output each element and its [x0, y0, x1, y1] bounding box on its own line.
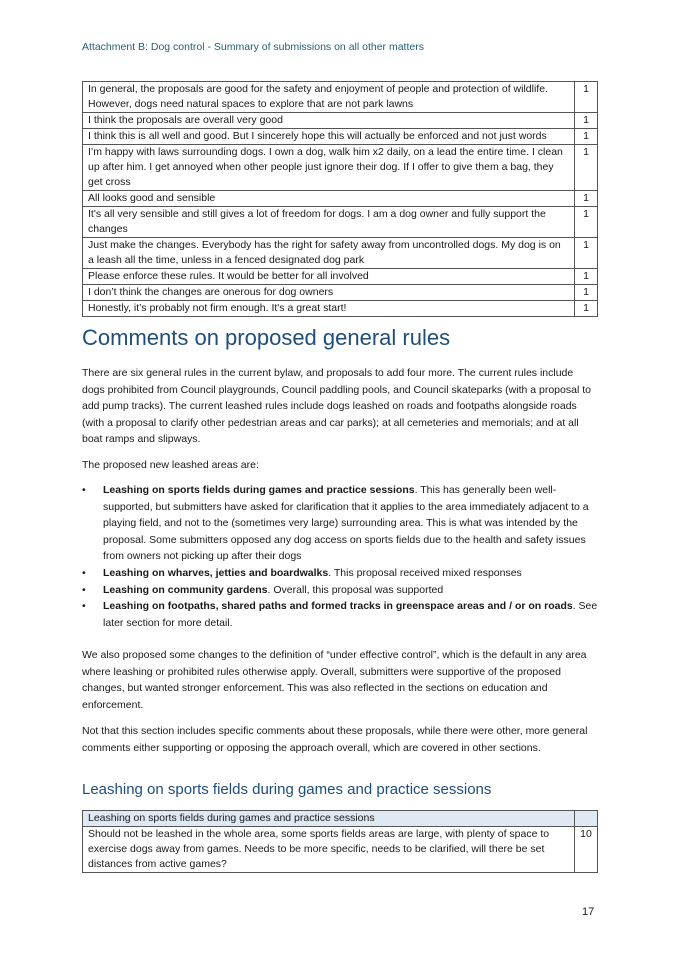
count-cell: 1	[575, 285, 598, 301]
table-row	[83, 207, 598, 238]
list-item-text: . See later section for more detail.	[103, 600, 598, 629]
list-item	[82, 598, 598, 631]
count-cell: 10	[575, 827, 598, 873]
comments-table	[82, 81, 598, 317]
section-title: Comments on proposed general rules	[82, 325, 451, 350]
count-cell: 1	[575, 207, 598, 238]
comment-cell: In general, the proposals are good for the safety and enjoyment of people and protection of wildlife. However, dogs need natural spaces to explore that are not park lawns	[83, 82, 575, 113]
sports-fields-table	[82, 810, 598, 873]
bullet-icon: •	[82, 566, 86, 579]
page-header: Attachment B: Dog control - Summary of submissions on all other matters	[82, 41, 424, 53]
table-row	[83, 82, 598, 113]
table-row	[83, 301, 598, 317]
list-item	[82, 565, 598, 582]
subsection-heading: Leashing on sports fields during games and practice sessions	[82, 781, 492, 798]
table-row	[83, 129, 598, 145]
count-cell: 1	[575, 82, 598, 113]
intro-paragraph: There are six general rules in the current bylaw, and proposals to add four more. The current rules include dogs prohibited from Council playgrounds, Council paddling pools, and Council skateparks (with a proposal to add pump tracks). The current leashed rules include dogs leashed on roads and footpaths alongside roads (with a proposal to clarify other pedestrian areas and car parks); at all cemeteries and memorials; and at all boat ramps and slipways.	[82, 367, 591, 446]
list-item-text: . This has generally been well-supported, but submitters have asked for clarification that it applies to the area immediately adjacent to a playing field, and not to the (sometimes very large) surrounding area. This is what was intended by the proposal. Some submitters opposed any dog access on sports fields due to the health and safety issues from owners not picking up after their dogs	[103, 484, 589, 563]
list-item-heading: Leashing on sports fields during games and practice sessions	[103, 484, 415, 496]
bullet-icon: •	[82, 484, 86, 496]
count-cell: 1	[575, 145, 598, 191]
comment-cell: Please enforce these rules. It would be better for all involved	[83, 269, 575, 285]
list-item	[82, 482, 598, 565]
bullet-icon: •	[82, 583, 86, 596]
count-cell: 1	[575, 269, 598, 285]
header-count-cell	[575, 811, 598, 827]
table-row	[83, 145, 598, 191]
count-cell: 1	[575, 113, 598, 129]
table-row	[83, 238, 598, 269]
comment-cell: It's all very sensible and still gives a lot of freedom for dogs. I am a dog owner and fully support the changes	[83, 207, 575, 238]
count-cell: 1	[575, 238, 598, 269]
comment-cell: I’m happy with laws surrounding dogs. I own a dog, walk him x2 daily, on a lead the entire time. I clean up after him. I get annoyed when other people just ignore their dog. If I offer to give them a bag, they get cross	[83, 145, 575, 191]
page-number: 17	[582, 906, 595, 918]
table-header-row	[83, 811, 598, 827]
count-cell: 1	[575, 301, 598, 317]
list-item-text: . This proposal received mixed responses	[328, 566, 522, 579]
table-row	[83, 827, 598, 873]
list-item-text: . Overall, this proposal was supported	[267, 583, 444, 596]
comment-cell: Honestly, it’s probably not firm enough. It's a great start!	[83, 301, 575, 317]
list-item-heading: Leashing on community gardens	[103, 583, 268, 596]
count-cell: 1	[575, 191, 598, 207]
scope-note-paragraph: Not that this section includes specific comments about these proposals, while there were other, more general comments either supporting or opposing the approach overall, which are covered in other sections.	[82, 725, 588, 754]
bullet-icon: •	[82, 600, 86, 613]
list-item-heading: Leashing on wharves, jetties and boardwalks	[103, 566, 329, 579]
header-cell: Leashing on sports fields during games and practice sessions	[83, 811, 575, 827]
table-row	[83, 269, 598, 285]
comment-cell: I think this is all well and good. But I sincerely hope this will actually be enforced and not just words	[83, 129, 575, 145]
comment-cell: I don’t think the changes are onerous for dog owners	[83, 285, 575, 301]
table-row	[83, 191, 598, 207]
effective-control-paragraph: We also proposed some changes to the definition of “under effective control”, which is the default in any area where leashing or prohibited rules otherwise apply. Overall, submitters were supportive of the proposed changes, but wanted stronger enforcement. This was also reflected in the sections on education and enforcement.	[82, 649, 587, 711]
proposed-areas-list	[82, 482, 598, 631]
comment-cell: Should not be leashed in the whole area, some sports fields areas are large, with plenty of space to exercise dogs away from games. Needs to be more specific, needs to be clarified, will there be set distances from active games?	[83, 827, 575, 873]
count-cell: 1	[575, 129, 598, 145]
list-item	[82, 582, 598, 599]
table-row	[83, 285, 598, 301]
comment-cell: I think the proposals are overall very good	[83, 113, 575, 129]
proposed-areas-lead: The proposed new leashed areas are:	[82, 459, 259, 471]
comment-cell: All looks good and sensible	[83, 191, 575, 207]
table-row	[83, 113, 598, 129]
list-item-heading: Leashing on footpaths, shared paths and formed tracks in greenspace areas and / or on roads	[103, 600, 573, 613]
comment-cell: Just make the changes. Everybody has the right for safety away from uncontrolled dogs. My dog is on a leash all the time, unless in a fenced designated dog park	[83, 238, 575, 269]
